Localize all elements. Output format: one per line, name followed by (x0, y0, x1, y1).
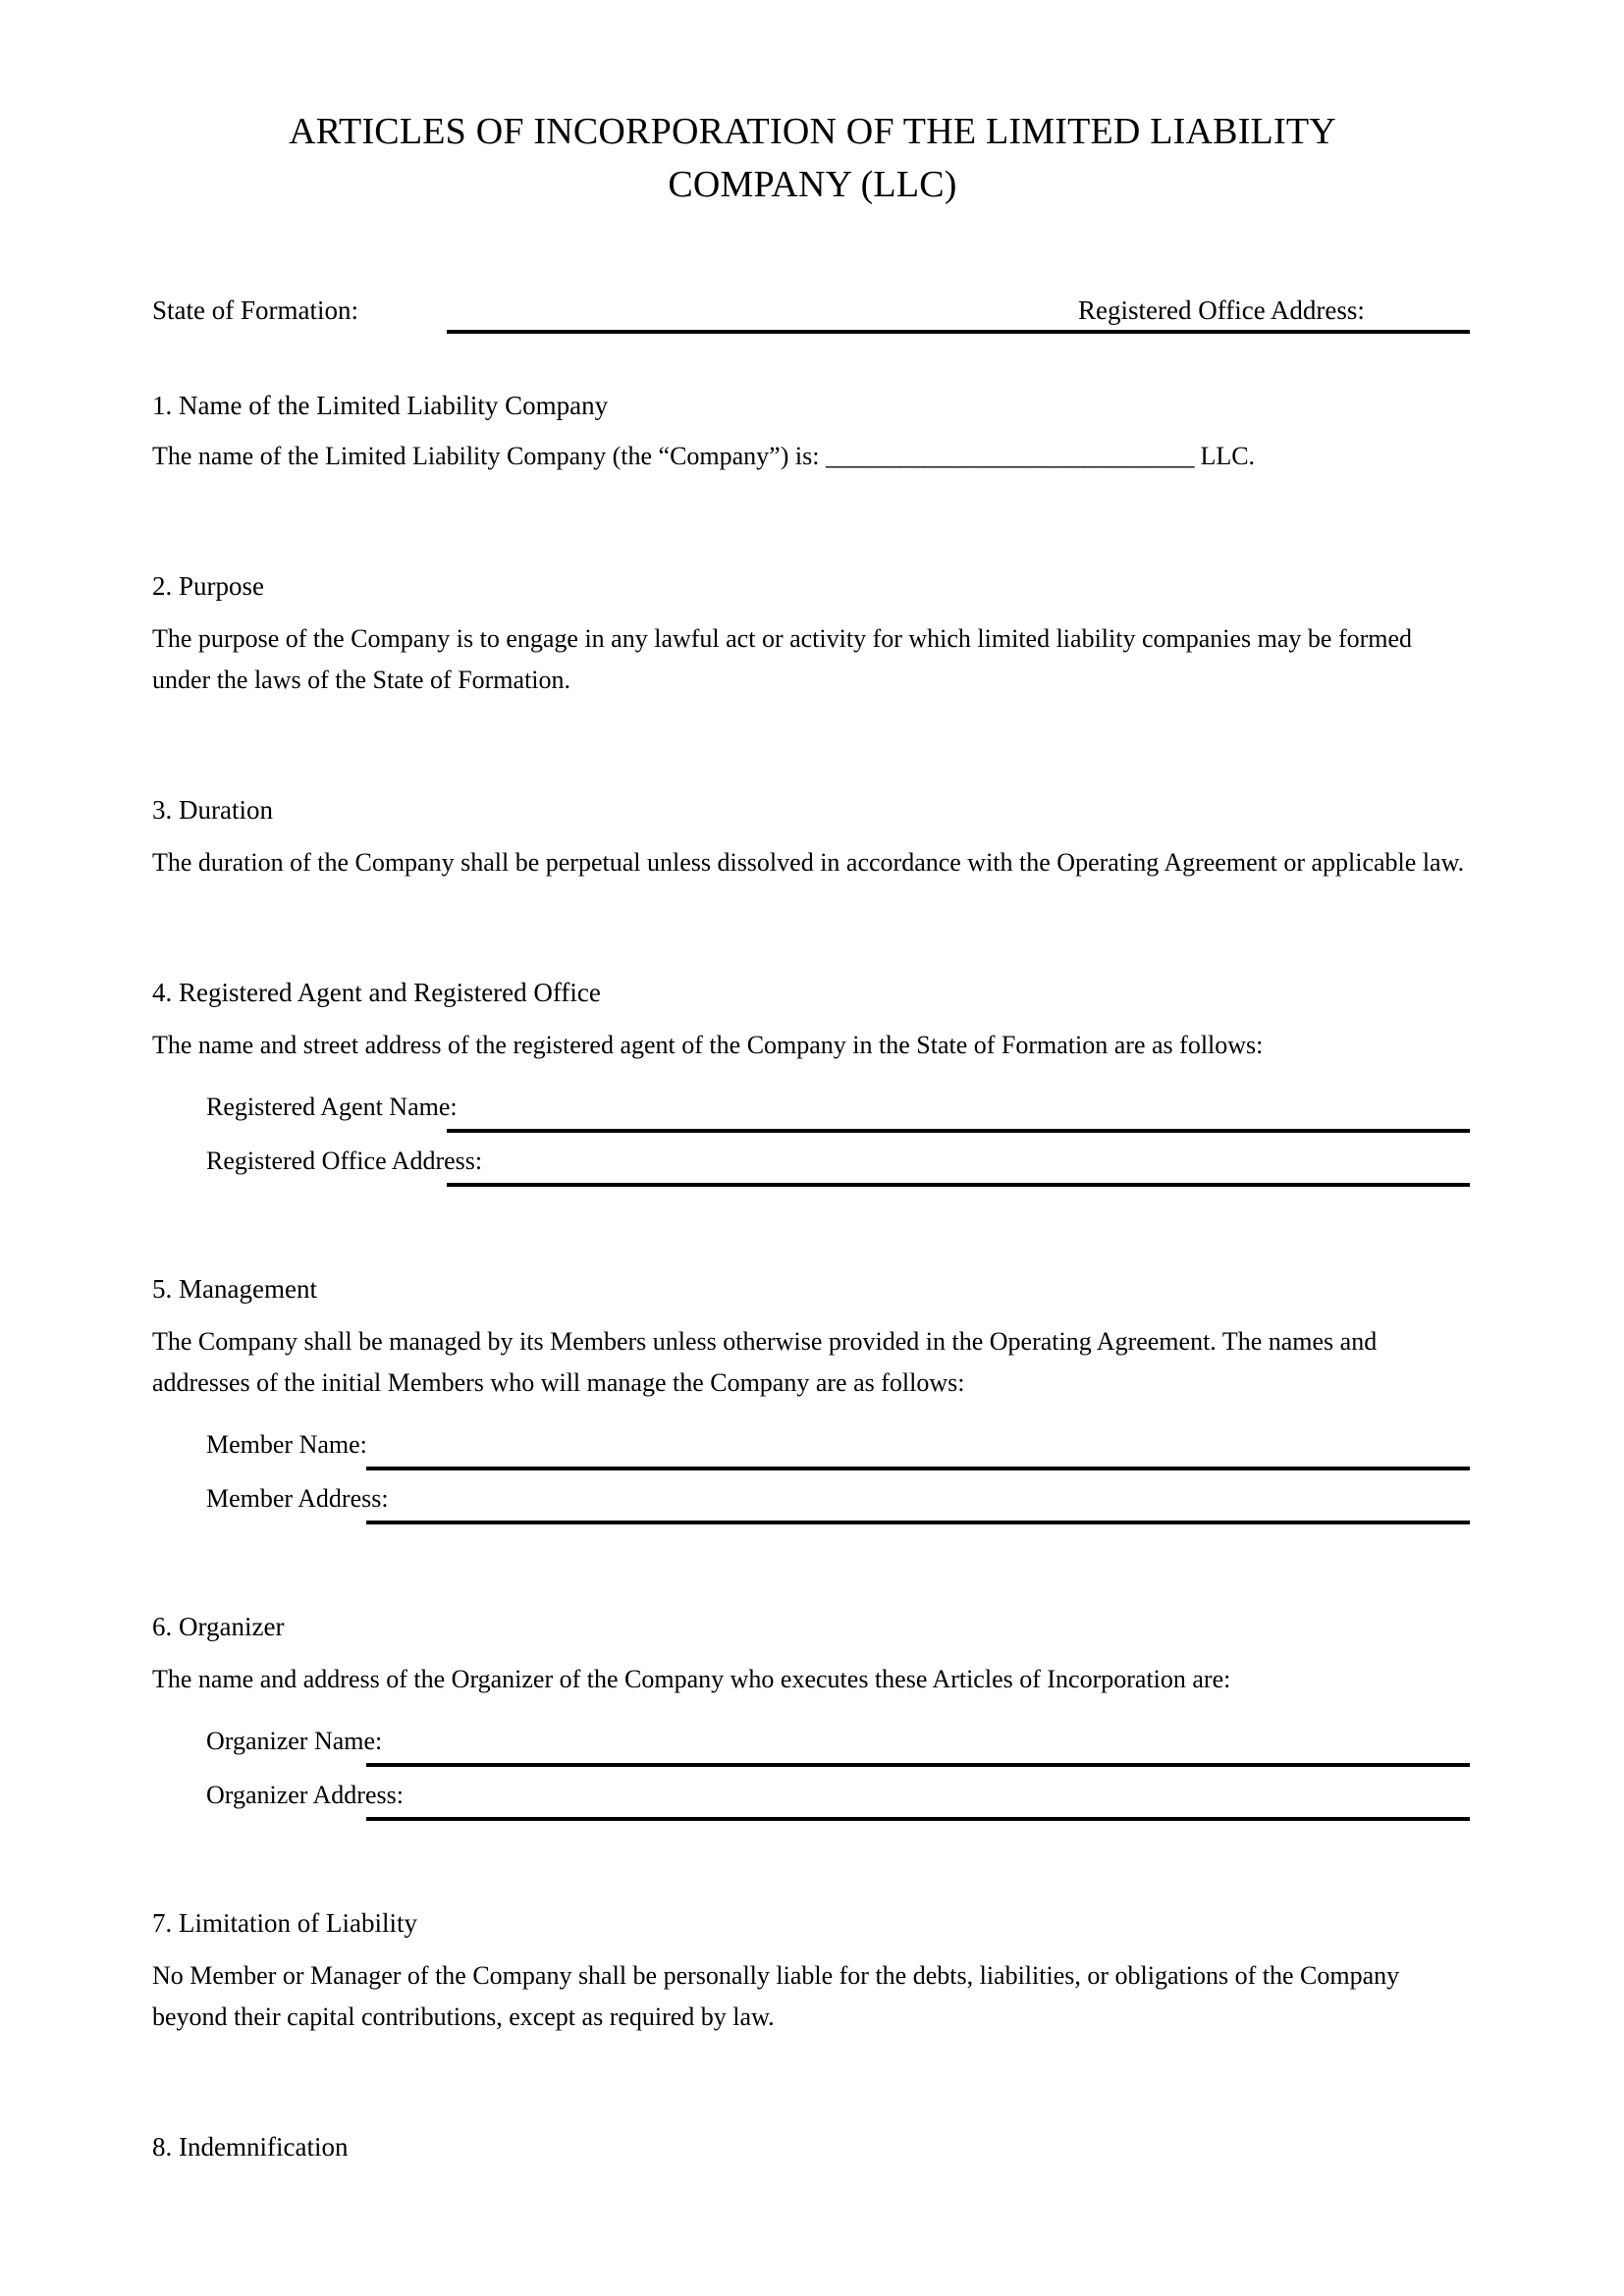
registered-office-address-label: Registered Office Address: (206, 1146, 483, 1175)
page-title-line-1: ARTICLES OF INCORPORATION OF THE LIMITED LIABILITY (289, 111, 1336, 152)
section-5-management (152, 1272, 1473, 1533)
page-title-line-2: COMPANY (LLC) (668, 163, 957, 205)
field-row-registered-office-address (152, 1142, 1473, 1196)
section-4-registered-agent (152, 976, 1473, 1196)
section-4-body: The name and street address of the registered agent of the Company in the State of Formation are as follows: (152, 1030, 1264, 1059)
section-6-fields (152, 1722, 1473, 1830)
member-name-input-line[interactable] (366, 1467, 1470, 1470)
section-4-fields (152, 1088, 1473, 1196)
section-8-heading: 8. Indemnification (152, 2131, 349, 2162)
section-2-body: The purpose of the Company is to engage in any lawful act or activity for which limited liability companies may be formed under the laws of the State of Formation. (152, 623, 1413, 694)
section-4-heading: 4. Registered Agent and Registered Office (152, 977, 601, 1007)
registered-agent-name-label: Registered Agent Name: (206, 1092, 458, 1121)
formation-header-row (152, 293, 1473, 338)
section-8-indemnification (152, 2130, 1473, 2163)
field-row-organizer-address (152, 1776, 1473, 1830)
section-7-heading: 7. Limitation of Liability (152, 1907, 417, 1938)
section-6-organizer (152, 1610, 1473, 1830)
section-3-heading: 3. Duration (152, 794, 273, 825)
section-5-heading: 5. Management (152, 1273, 317, 1304)
section-5-body: The Company shall be managed by its Members unless otherwise provided in the Operating Agreement. The names and addresses of the initial Members who will manage the Company are as follows: (152, 1326, 1378, 1397)
section-2-heading: 2. Purpose (152, 570, 264, 601)
section-7-limitation-of-liability (152, 1906, 1473, 2038)
member-address-label: Member Address: (206, 1483, 389, 1513)
page-title (152, 0, 1473, 212)
member-name-label: Member Name: (206, 1429, 367, 1459)
organizer-address-label: Organizer Address: (206, 1780, 404, 1809)
section-1-body-prefix: The name of the Limited Liability Company (the “Company”) is: (152, 441, 826, 470)
member-address-input-line[interactable] (366, 1521, 1470, 1524)
field-row-organizer-name (152, 1722, 1473, 1776)
section-2-purpose (152, 569, 1473, 701)
section-6-heading: 6. Organizer (152, 1611, 285, 1641)
section-1-name (152, 389, 1473, 477)
company-name-blank[interactable]: ______________________________ (825, 441, 1194, 470)
section-3-duration (152, 793, 1473, 883)
organizer-name-label: Organizer Name: (206, 1726, 383, 1755)
organizer-name-input-line[interactable] (366, 1763, 1470, 1767)
section-7-body: No Member or Manager of the Company shall be personally liable for the debts, liabilities, or obligations of the Company beyond their capital contributions, except as required by law. (152, 1960, 1400, 2031)
section-1-heading: 1. Name of the Limited Liability Company (152, 390, 609, 420)
registered-agent-name-input-line[interactable] (447, 1129, 1470, 1133)
organizer-address-input-line[interactable] (366, 1817, 1470, 1821)
field-row-registered-agent-name (152, 1088, 1473, 1142)
section-3-body: The duration of the Company shall be perpetual unless dissolved in accordance with the Operating Agreement or applicable law. (152, 847, 1465, 877)
section-5-fields (152, 1425, 1473, 1533)
section-1-body-suffix: LLC. (1193, 441, 1256, 470)
section-1-body (152, 436, 1473, 477)
document-content (152, 0, 1473, 2163)
registered-office-address-header-label: Registered Office Address: (1078, 294, 1365, 325)
field-row-member-address (152, 1479, 1473, 1533)
state-of-formation-fill-line[interactable] (447, 330, 1470, 334)
registered-office-address-input-line[interactable] (447, 1183, 1470, 1187)
state-of-formation-label: State of Formation: (152, 294, 358, 325)
field-row-member-name (152, 1425, 1473, 1479)
section-6-body: The name and address of the Organizer of the Company who executes these Articles of Incorporation are: (152, 1664, 1231, 1693)
